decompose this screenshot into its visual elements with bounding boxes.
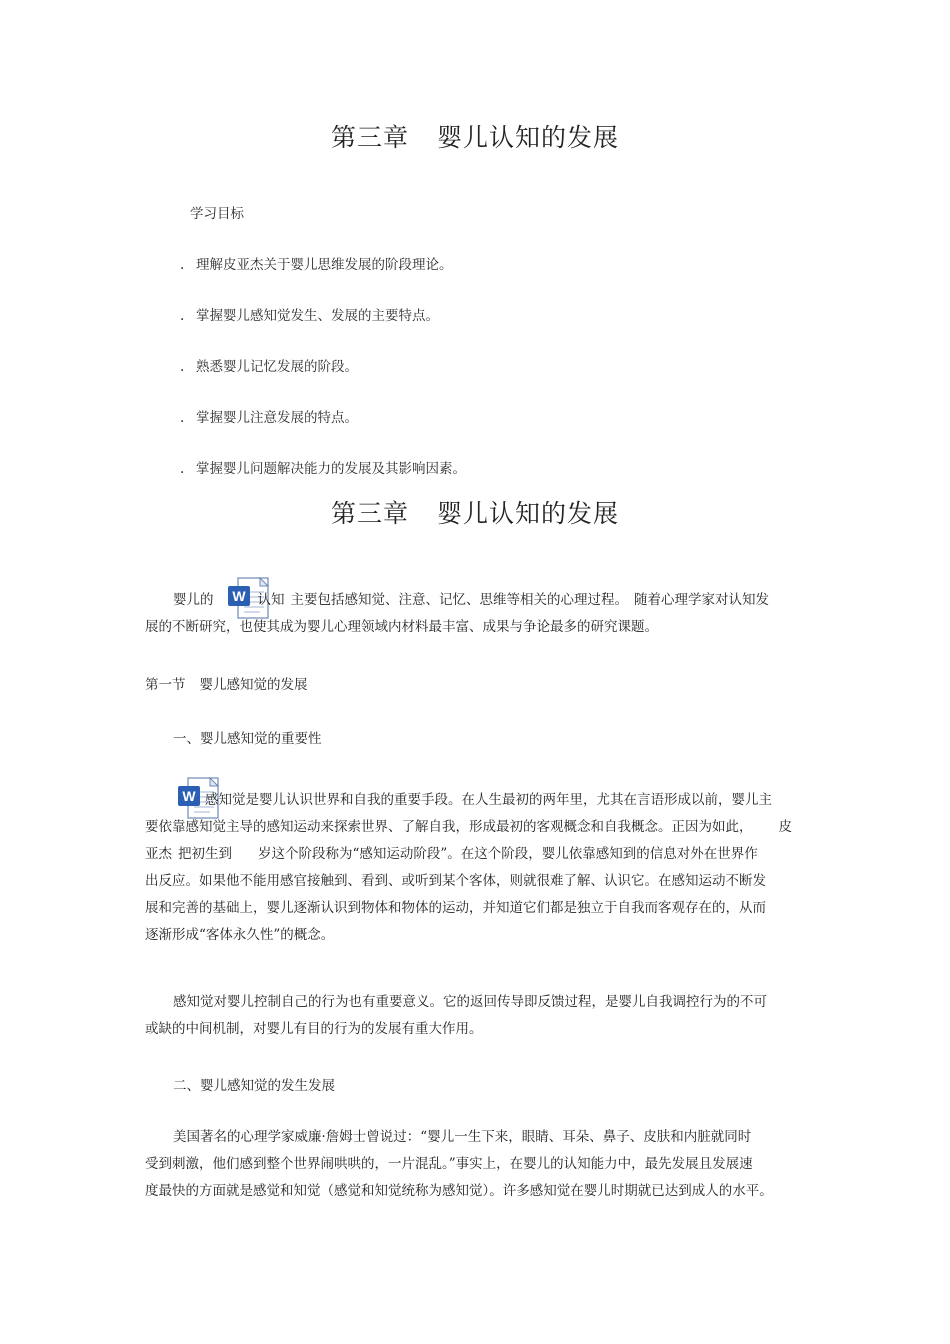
svg-text:W: W (182, 788, 196, 804)
para1-line-6: 逐渐形成“客体永久性”的概念。 (145, 927, 335, 943)
objective-item (180, 457, 466, 477)
subsection-heading-1: 一、婴儿感知觉的重要性 (173, 731, 322, 747)
para1-line-3a: 亚杰 (145, 846, 172, 862)
para1-line-4: 出反应。如果他不能用感官接触到、看到、或听到某个客体，则就很难了解、认识它。在感知运动不断发 (145, 873, 766, 889)
svg-text:W: W (232, 588, 246, 604)
para1-line-2a: 要依靠感知觉主导的感知运动来探索世界、了解自我，形成最初的客观概念和自我概念。正因为如此， (145, 819, 753, 835)
objective-text: 理解皮亚杰关于婴儿思维发展的阶段理论。 (196, 257, 453, 273)
para1-line-1: 感知觉是婴儿认识世界和自我的重要手段。在人生最初的两年里，尤其在言语形成以前，婴儿主 (205, 792, 772, 808)
para1-line-3 (145, 841, 809, 868)
objective-text: 掌握婴儿问题解决能力的发展及其影响因素。 (196, 461, 466, 477)
chapter-title-repeat (0, 494, 950, 530)
intro-link-cognition: 认知 (257, 592, 285, 608)
body-paragraph-1 (145, 787, 809, 949)
objective-item (180, 253, 453, 273)
chapter-number: 第三章 (330, 499, 409, 528)
para1-line-3c: 岁这个阶段称为“感知运动阶段”。在这个阶段，婴儿依靠感知到的信息对外在世界作 (258, 846, 758, 862)
chapter-name: 婴儿认知的发展 (437, 123, 620, 152)
intro-text-d: 随着心理学家对认知发 (634, 592, 769, 608)
intro-line-1 (145, 587, 809, 614)
objective-item (180, 304, 439, 324)
section-title: 婴儿感知觉的发展 (199, 677, 308, 693)
para3-line-1: 美国著名的心理学家威廉·詹姆士曾说过：“婴儿一生下来，眼睛、耳朵、鼻子、皮肤和内脏就同时 (173, 1129, 752, 1145)
para1-line-2b: 皮 (778, 819, 792, 835)
para2-line-2: 或缺的中间机制，对婴儿有目的行为的发展有重大作用。 (145, 1021, 483, 1037)
objective-item (180, 406, 358, 426)
intro-line-2: 展的不断研究，也使其成为婴儿心理领域内材料最丰富、成果与争论最多的研究课题。 (145, 619, 658, 635)
objective-text: 掌握婴儿注意发展的特点。 (196, 410, 358, 426)
subsection-heading-2: 二、婴儿感知觉的发生发展 (173, 1078, 335, 1094)
para3-line-2: 受到刺激，他们感到整个世界闹哄哄的，一片混乱。”事实上，在婴儿的认知能力中，最先发展且发展速 (145, 1156, 753, 1172)
section-number: 第一节 (145, 677, 186, 693)
para3-line-3: 度最快的方面就是感觉和知觉（感觉和知觉统称为感知觉）。许多感知觉在婴儿时期就已达到成人的水平。 (145, 1183, 773, 1199)
objective-text: 掌握婴儿感知觉发生、发展的主要特点。 (196, 308, 439, 324)
objective-bullet: . (180, 410, 185, 426)
objective-item (180, 355, 358, 375)
body-paragraph-3 (145, 1124, 809, 1205)
intro-text-c: 主要包括感知觉、注意、记忆、思维等相关的心理过程。 (290, 592, 628, 608)
objective-text: 熟悉婴儿记忆发展的阶段。 (196, 359, 358, 375)
intro-paragraph (145, 587, 809, 641)
chapter-name: 婴儿认知的发展 (437, 499, 620, 528)
objective-bullet: . (180, 461, 185, 477)
objectives-heading: 学习目标 (190, 206, 244, 222)
objective-bullet: . (180, 359, 185, 375)
chapter-title (0, 118, 950, 154)
para1-line-2 (145, 814, 809, 841)
para1-line-3b: 把初生到 (178, 846, 232, 862)
section-heading (145, 673, 308, 693)
intro-text-a: 婴儿的 (173, 592, 214, 608)
objective-bullet: . (180, 257, 185, 273)
body-paragraph-2 (145, 989, 809, 1043)
chapter-number: 第三章 (330, 123, 409, 152)
para1-line-5: 展和完善的基础上，婴儿逐渐认识到物体和物体的运动，并知道它们都是独立于自我而客观存在的，从而 (145, 900, 766, 916)
para2-line-1: 感知觉对婴儿控制自己的行为也有重要意义。它的返回传导即反馈过程，是婴儿自我调控行为的不可 (173, 994, 767, 1010)
objective-bullet: . (180, 308, 185, 324)
